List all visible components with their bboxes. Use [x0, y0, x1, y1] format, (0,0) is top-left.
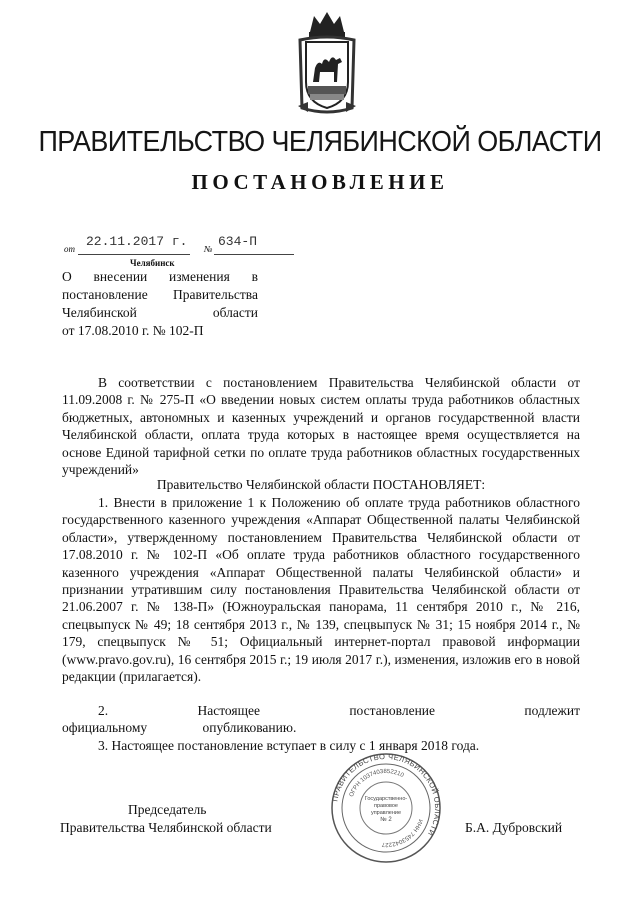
- subject-line: постановление Правительства: [62, 287, 258, 302]
- subject-line: О внесении изменения в: [62, 269, 258, 284]
- date-prefix: от: [64, 244, 75, 254]
- number-prefix: №: [204, 244, 213, 254]
- document-number: 634-П: [218, 234, 258, 249]
- item-2-text: 2. Настоящее постановление подлежит официальному опубликованию.: [62, 703, 580, 736]
- svg-text:ПРАВИТЕЛЬСТВО ЧЕЛЯБИНСКОЙ ОБЛА: [330, 752, 442, 838]
- subject-block: [62, 268, 258, 340]
- document-date: 22.11.2017 г.: [86, 234, 188, 249]
- stamp-center-line: правовое: [374, 803, 398, 809]
- signatory-name: Б.А. Дубровский: [465, 820, 563, 835]
- preamble-text: В соответствии с постановлением Правительства Челябинской области от 11.09.2008 г. № 275-П «О введении новых систем оплаты труда работников областных бюджетных, автономных и казенных учреждений и органов государственной власти Челябинской области, оплата труда которых в настоящее время осуществляется на основе Единой тарифной сетки по оплате труда работников областных государственных учреждений»: [62, 375, 580, 478]
- stamp-inn: ИНН 7453042227: [381, 818, 424, 848]
- signatory-title: Председатель: [128, 802, 207, 817]
- stamp-ogrn: ОГРН 1037403852210: [348, 768, 405, 798]
- item-2-paragraph: [62, 702, 580, 737]
- stamp-ring-text: ПРАВИТЕЛЬСТВО ЧЕЛЯБИНСКОЙ ОБЛАСТИ: [330, 752, 442, 838]
- resolves-paragraph: [62, 476, 580, 493]
- signatory-organization: Правительства Челябинской области: [60, 820, 272, 835]
- item-1-paragraph: [62, 494, 580, 685]
- stamp-center-line: Государственно-: [364, 796, 408, 802]
- coat-of-arms-icon: [296, 10, 358, 114]
- subject-line: от 17.08.2010 г. № 102-П: [62, 323, 204, 338]
- registration-line: [64, 234, 294, 258]
- date-underline: [78, 254, 190, 255]
- resolves-text: Правительство Челябинской области ПОСТАНОВЛЯЕТ:: [156, 477, 486, 492]
- official-stamp-icon: [330, 752, 442, 864]
- stamp-center-line: управление: [370, 810, 402, 816]
- stamp-center-line: № 2: [380, 817, 392, 823]
- item-3-paragraph: [62, 737, 580, 754]
- subject-line: Челябинской области: [62, 305, 258, 320]
- item-3-text: 3. Настоящее постановление вступает в силу с 1 января 2018 года.: [98, 738, 480, 753]
- item-1-text: 1. Внести в приложение 1 к Положению об оплате труда работников областного государственного казенного учреждения «Аппарат Общественной палаты Челябинской области», утвержденному постановлением Правительства Челябинской области от 17.08.2010 г. № 102-П «Об оплате труда работников областного государственного казенного учреждения «Аппарат Общественной палаты Челябинской области» и признании утратившим силу постановления Правительства Челябинской области от 21.06.2007 г. № 138-П» (Южноуральская панорама, 11 сентября 2010 г., № 216, спецвыпуск № 49; 18 сентября 2013 г., № 139, спецвыпуск № 31; 15 ноября 2014 г., № 179, спецвыпуск № 51; Официальный интернет-портал правовой информации (www.pravo.gov.ru), 16 сентября 2015 г.; 19 июля 2017 г.), изменения, изложив его в новой редакции (прилагается).: [62, 495, 580, 685]
- government-title: ПРАВИТЕЛЬСТВО ЧЕЛЯБИНСКОЙ ОБЛАСТИ: [38, 126, 602, 158]
- document-type: ПОСТАНОВЛЕНИЕ: [191, 170, 449, 194]
- city: Челябинск: [130, 258, 175, 268]
- number-underline: [214, 254, 294, 255]
- preamble-paragraph: [62, 374, 580, 478]
